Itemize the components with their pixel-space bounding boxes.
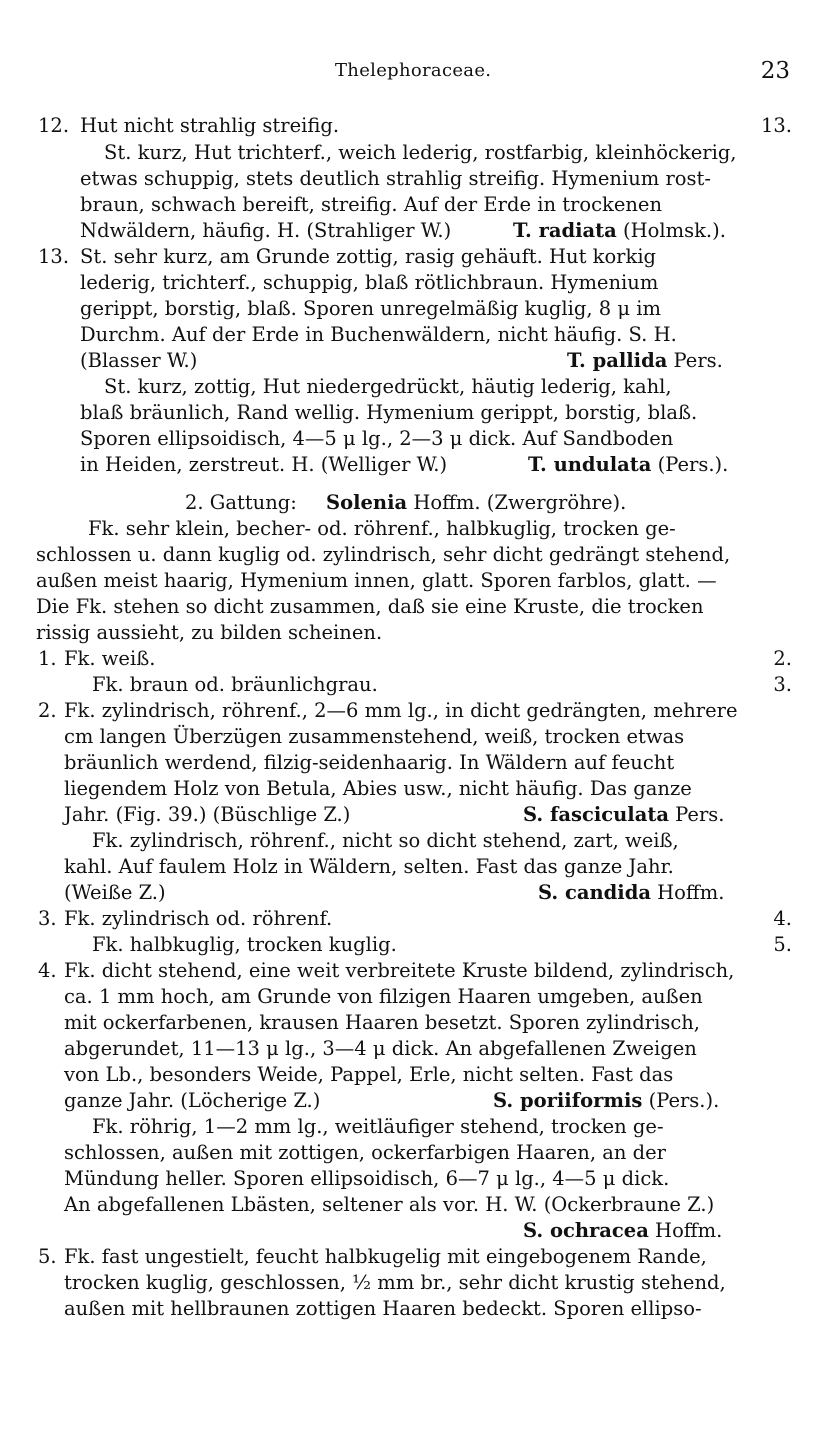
text-line (0, 270, 830, 296)
key-number: 3. (38, 907, 57, 930)
text-line (0, 348, 830, 374)
line-text: bräunlich werdend, filzig-seidenhaarig. In Wäldern auf feucht (64, 751, 675, 774)
text-line (0, 1218, 830, 1244)
line-text: Ndwäldern, häufig. H. (Strahliger W.) (80, 219, 452, 242)
text-line (0, 192, 830, 218)
text-line (0, 426, 830, 452)
line-text: braun, schwach bereift, streifig. Auf der Erde in trockenen (80, 193, 663, 216)
page-number: 23 (760, 58, 790, 84)
line-text: außen meist haarig, Hymenium innen, glatt. Sporen farblos, glatt. — (36, 569, 717, 592)
line-text: außen mit hellbraunen zottigen Haaren bedeckt. Sporen ellipso- (64, 1297, 702, 1320)
line-text: ca. 1 mm hoch, am Grunde von filzigen Haaren umgeben, außen (64, 985, 703, 1008)
text-line (0, 452, 830, 478)
line-text: 2. Gattung: (185, 491, 297, 514)
text-line (0, 880, 830, 906)
key-number: 4. (38, 959, 57, 982)
text-line (0, 1166, 830, 1192)
key-reference: 2. (773, 647, 792, 670)
line-text: Die Fk. stehen so dicht zusammen, daß sie eine Kruste, die trocken (36, 595, 704, 618)
text-line (0, 646, 830, 672)
line-text: An abgefallenen Lbästen, seltener als vor. H. W. (Ockerbraune Z.) (64, 1193, 715, 1216)
line-text: blaß bräunlich, Rand wellig. Hymenium gerippt, borstig, blaß. (80, 401, 698, 424)
line-text: cm langen Überzügen zusammenstehend, weiß, trocken etwas (64, 725, 685, 748)
line-text: lederig, trichterf., schuppig, blaß rötlichbraun. Hymenium (80, 271, 659, 294)
line-text: etwas schuppig, stets deutlich strahlig streifig. Hymenium rost- (80, 167, 711, 190)
authority: (Holmsk.). (616, 219, 726, 242)
line-text: Jahr. (Fig. 39.) (Büschlige Z.) (64, 803, 351, 826)
text-line (0, 1192, 830, 1218)
authority: Hoffm. (Zwergröhre). (407, 491, 627, 514)
line-text: trocken kuglig, geschlossen, ½ mm br., sehr dicht krustig stehend, (64, 1271, 726, 1294)
line-text: mit ockerfarbenen, krausen Haaren besetzt. Sporen zylindrisch, (64, 1011, 701, 1034)
line-text: Fk. röhrig, 1—2 mm lg., weitläufiger stehend, trocken ge- (92, 1115, 664, 1138)
key-number: 5. (38, 1245, 57, 1268)
line-text: Fk. braun od. bräunlichgrau. (92, 673, 378, 696)
species-name: S. poriiformis (493, 1089, 643, 1112)
line-text: abgerundet, 11—13 μ lg., 3—4 μ dick. An abgefallenen Zweigen (64, 1037, 697, 1060)
text-line (0, 1062, 830, 1088)
line-text: (Blasser W.) (80, 349, 198, 372)
text-line (0, 932, 830, 958)
species-entry (326, 490, 626, 516)
species-name: T. radiata (513, 219, 617, 242)
line-text: Hut nicht strahlig streifig. (80, 114, 340, 137)
line-text: Fk. fast ungestielt, feucht halbkugelig mit eingebogenem Rande, (64, 1245, 707, 1268)
line-text: Sporen ellipsoidisch, 4—5 μ lg., 2—3 μ dick. Auf Sandboden (80, 427, 674, 450)
authority: Pers. (668, 803, 725, 826)
authority: (Pers.). (642, 1089, 720, 1112)
text-line (0, 374, 830, 400)
line-text: Fk. zylindrisch od. röhrenf. (64, 907, 333, 930)
text-line (0, 140, 830, 166)
text-line (0, 542, 830, 568)
authority: Pers. (667, 349, 723, 372)
species-entry (513, 218, 726, 244)
line-text: Fk. zylindrisch, röhrenf., 2—6 mm lg., in dicht gedrängten, mehrere (64, 699, 738, 722)
authority: (Pers.). (651, 453, 729, 476)
text-line (0, 1140, 830, 1166)
species-name: S. candida (538, 881, 651, 904)
line-text: ganze Jahr. (Löcherige Z.) (64, 1089, 321, 1112)
line-text: Mündung heller. Sporen ellipsoidisch, 6—7 μ lg., 4—5 μ dick. (64, 1167, 670, 1190)
text-line (0, 698, 830, 724)
text-line (0, 113, 830, 139)
species-entry (523, 802, 725, 828)
line-text: in Heiden, zerstreut. H. (Welliger W.) (80, 453, 448, 476)
line-text: schlossen, außen mit zottigen, ockerfarbigen Haaren, an der (64, 1141, 666, 1164)
species-name: S. ochracea (523, 1219, 649, 1242)
line-text: kahl. Auf faulem Holz in Wäldern, selten. Fast das ganze Jahr. (64, 855, 674, 878)
key-reference: 13. (760, 114, 792, 137)
text-line (0, 802, 830, 828)
line-text: St. sehr kurz, am Grunde zottig, rasig gehäuft. Hut korkig (80, 245, 657, 268)
text-line (0, 1088, 830, 1114)
text-line (0, 296, 830, 322)
text-line (0, 672, 830, 698)
line-text: Fk. weiß. (64, 647, 156, 670)
line-text: St. kurz, Hut trichterf., weich lederig, rostfarbig, kleinhöckerig, (104, 141, 737, 164)
line-text: Fk. zylindrisch, röhrenf., nicht so dicht stehend, zart, weiß, (92, 829, 679, 852)
text-line (0, 244, 830, 270)
text-line (0, 594, 830, 620)
key-reference: 4. (773, 907, 792, 930)
text-line (0, 516, 830, 542)
key-reference: 5. (773, 933, 792, 956)
species-name: S. fasciculata (523, 803, 669, 826)
line-text: rissig aussieht, zu bilden scheinen. (36, 621, 383, 644)
text-line (0, 166, 830, 192)
species-name: T. pallida (567, 349, 668, 372)
text-line (0, 218, 830, 244)
text-line (0, 620, 830, 646)
text-line (0, 776, 830, 802)
authority: Hoffm. (648, 1219, 723, 1242)
key-reference: 3. (773, 673, 792, 696)
text-line (0, 568, 830, 594)
text-line (0, 906, 830, 932)
text-line (0, 724, 830, 750)
species-entry (538, 880, 724, 906)
text-line (0, 1244, 830, 1270)
species-name: T. undulata (528, 453, 652, 476)
text-line (0, 490, 830, 516)
text-line (0, 400, 830, 426)
line-text: gerippt, borstig, blaß. Sporen unregelmäßig kuglig, 8 μ im (80, 297, 661, 320)
line-text: St. kurz, zottig, Hut niedergedrückt, häutig lederig, kahl, (104, 375, 672, 398)
text-line (0, 854, 830, 880)
species-entry (523, 1218, 722, 1244)
line-text: Fk. halbkuglig, trocken kuglig. (92, 933, 397, 956)
species-entry (528, 452, 728, 478)
species-name: Solenia (326, 491, 408, 514)
page-header (0, 60, 830, 90)
line-text: Fk. dicht stehend, eine weit verbreitete Kruste bildend, zylindrisch, (64, 959, 735, 982)
running-title: Thelephoraceae. (335, 60, 492, 81)
text-line (0, 958, 830, 984)
key-number: 2. (38, 699, 57, 722)
key-number: 12. (38, 114, 70, 137)
text-line (0, 828, 830, 854)
key-number: 13. (38, 245, 70, 268)
text-line (0, 322, 830, 348)
line-text: schlossen u. dann kuglig od. zylindrisch, sehr dicht gedrängt stehend, (36, 543, 731, 566)
text-line (0, 750, 830, 776)
line-text: (Weiße Z.) (64, 881, 166, 904)
line-text: Durchm. Auf der Erde in Buchenwäldern, nicht häufig. S. H. (80, 323, 677, 346)
text-line (0, 1270, 830, 1296)
text-line (0, 1010, 830, 1036)
line-text: von Lb., besonders Weide, Pappel, Erle, nicht selten. Fast das (64, 1063, 674, 1086)
line-text: liegendem Holz von Betula, Abies usw., nicht häufig. Das ganze (64, 777, 692, 800)
species-entry (493, 1088, 719, 1114)
text-line (0, 1114, 830, 1140)
text-line (0, 1036, 830, 1062)
text-line (0, 984, 830, 1010)
text-line (0, 1296, 830, 1322)
key-number: 1. (38, 647, 57, 670)
authority: Hoffm. (650, 881, 725, 904)
species-entry (567, 348, 723, 374)
line-text: Fk. sehr klein, becher- od. röhrenf., halbkuglig, trocken ge- (88, 517, 676, 540)
